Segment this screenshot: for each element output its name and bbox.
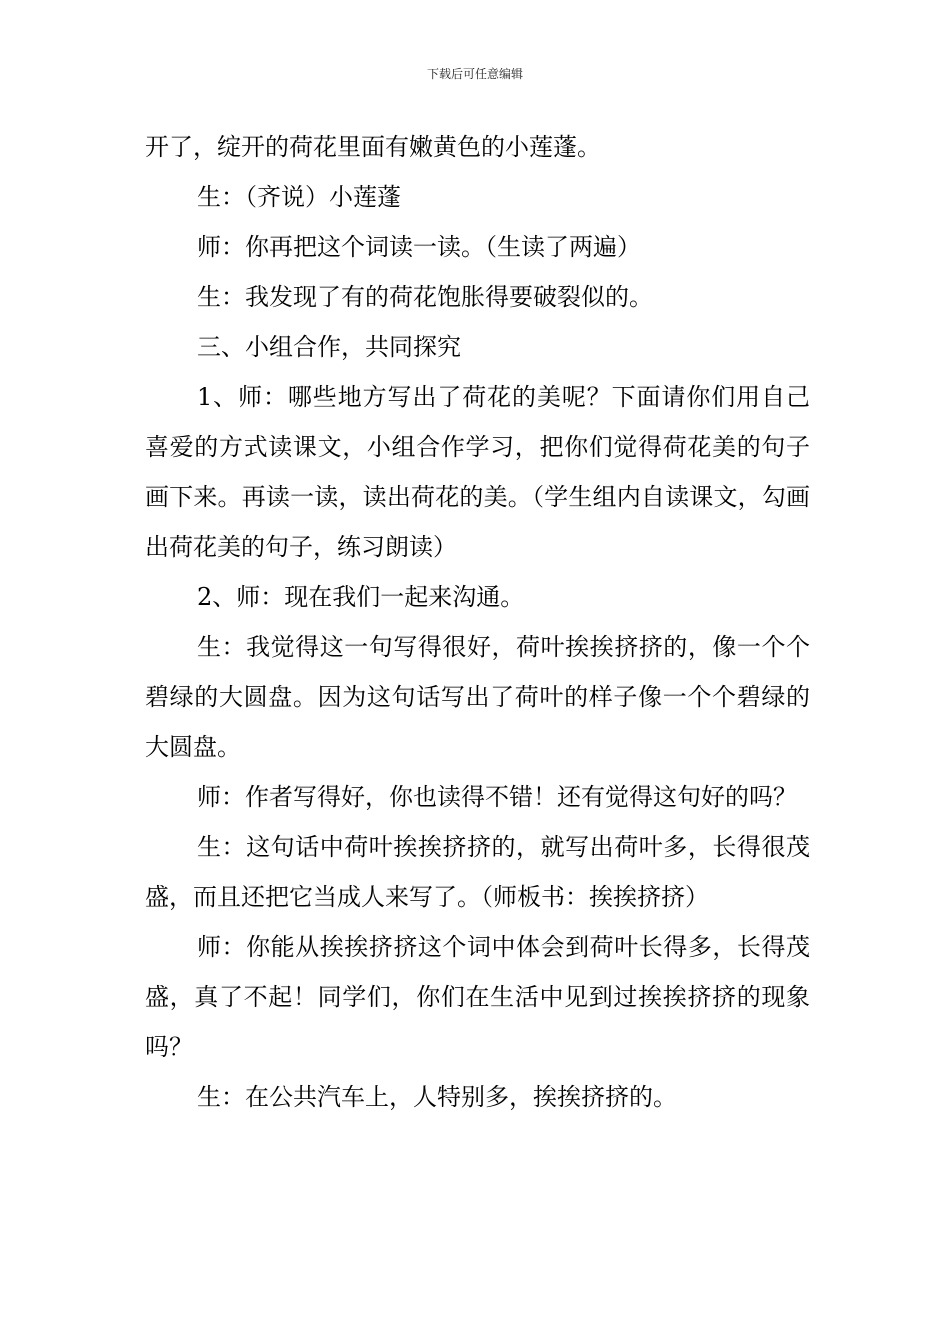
document-body	[145, 122, 810, 1122]
paragraph-continuation: 开了，绽开的荷花里面有嫩黄色的小莲蓬。	[145, 133, 601, 161]
paragraph: 生：这句话中荷叶挨挨挤挤的，就写出荷叶多，长得很茂盛，而且还把它当成人来写了。（师板书：挨挨挤挤）	[145, 833, 810, 911]
paragraph: 师：作者写得好，你也读得不错！还有觉得这句好的吗？	[197, 783, 797, 811]
paragraph: 生：我觉得这一句写得很好，荷叶挨挨挤挤的，像一个个碧绿的大圆盘。因为这句话写出了荷叶的样子像一个个碧绿的大圆盘。	[145, 633, 810, 761]
paragraph: 生：在公共汽车上，人特别多，挨挨挤挤的。	[197, 1083, 677, 1111]
section-heading: 三、小组合作，共同探究	[197, 333, 461, 361]
paragraph: 生：我发现了有的荷花饱胀得要破裂似的。	[197, 283, 653, 311]
paragraph: 生：（齐说）小莲蓬	[197, 183, 401, 211]
paragraph: 2、师：现在我们一起来沟通。	[197, 583, 525, 611]
paragraph: 1、师：哪些地方写出了荷花的美呢？下面请你们用自己喜爱的方式读课文，小组合作学习，把你们觉得荷花美的句子画下来。再读一读，读出荷花的美。（学生组内自读课文，勾画出荷花美的句子，练习朗读）	[145, 383, 810, 561]
paragraph: 师：你能从挨挨挤挤这个词中体会到荷叶长得多，长得茂盛，真了不起！同学们，你们在生活中见到过挨挨挤挤的现象吗？	[145, 933, 810, 1061]
paragraph: 师：你再把这个词读一读。（生读了两遍）	[197, 233, 641, 261]
page-header: 下载后可任意编辑	[426, 67, 523, 81]
